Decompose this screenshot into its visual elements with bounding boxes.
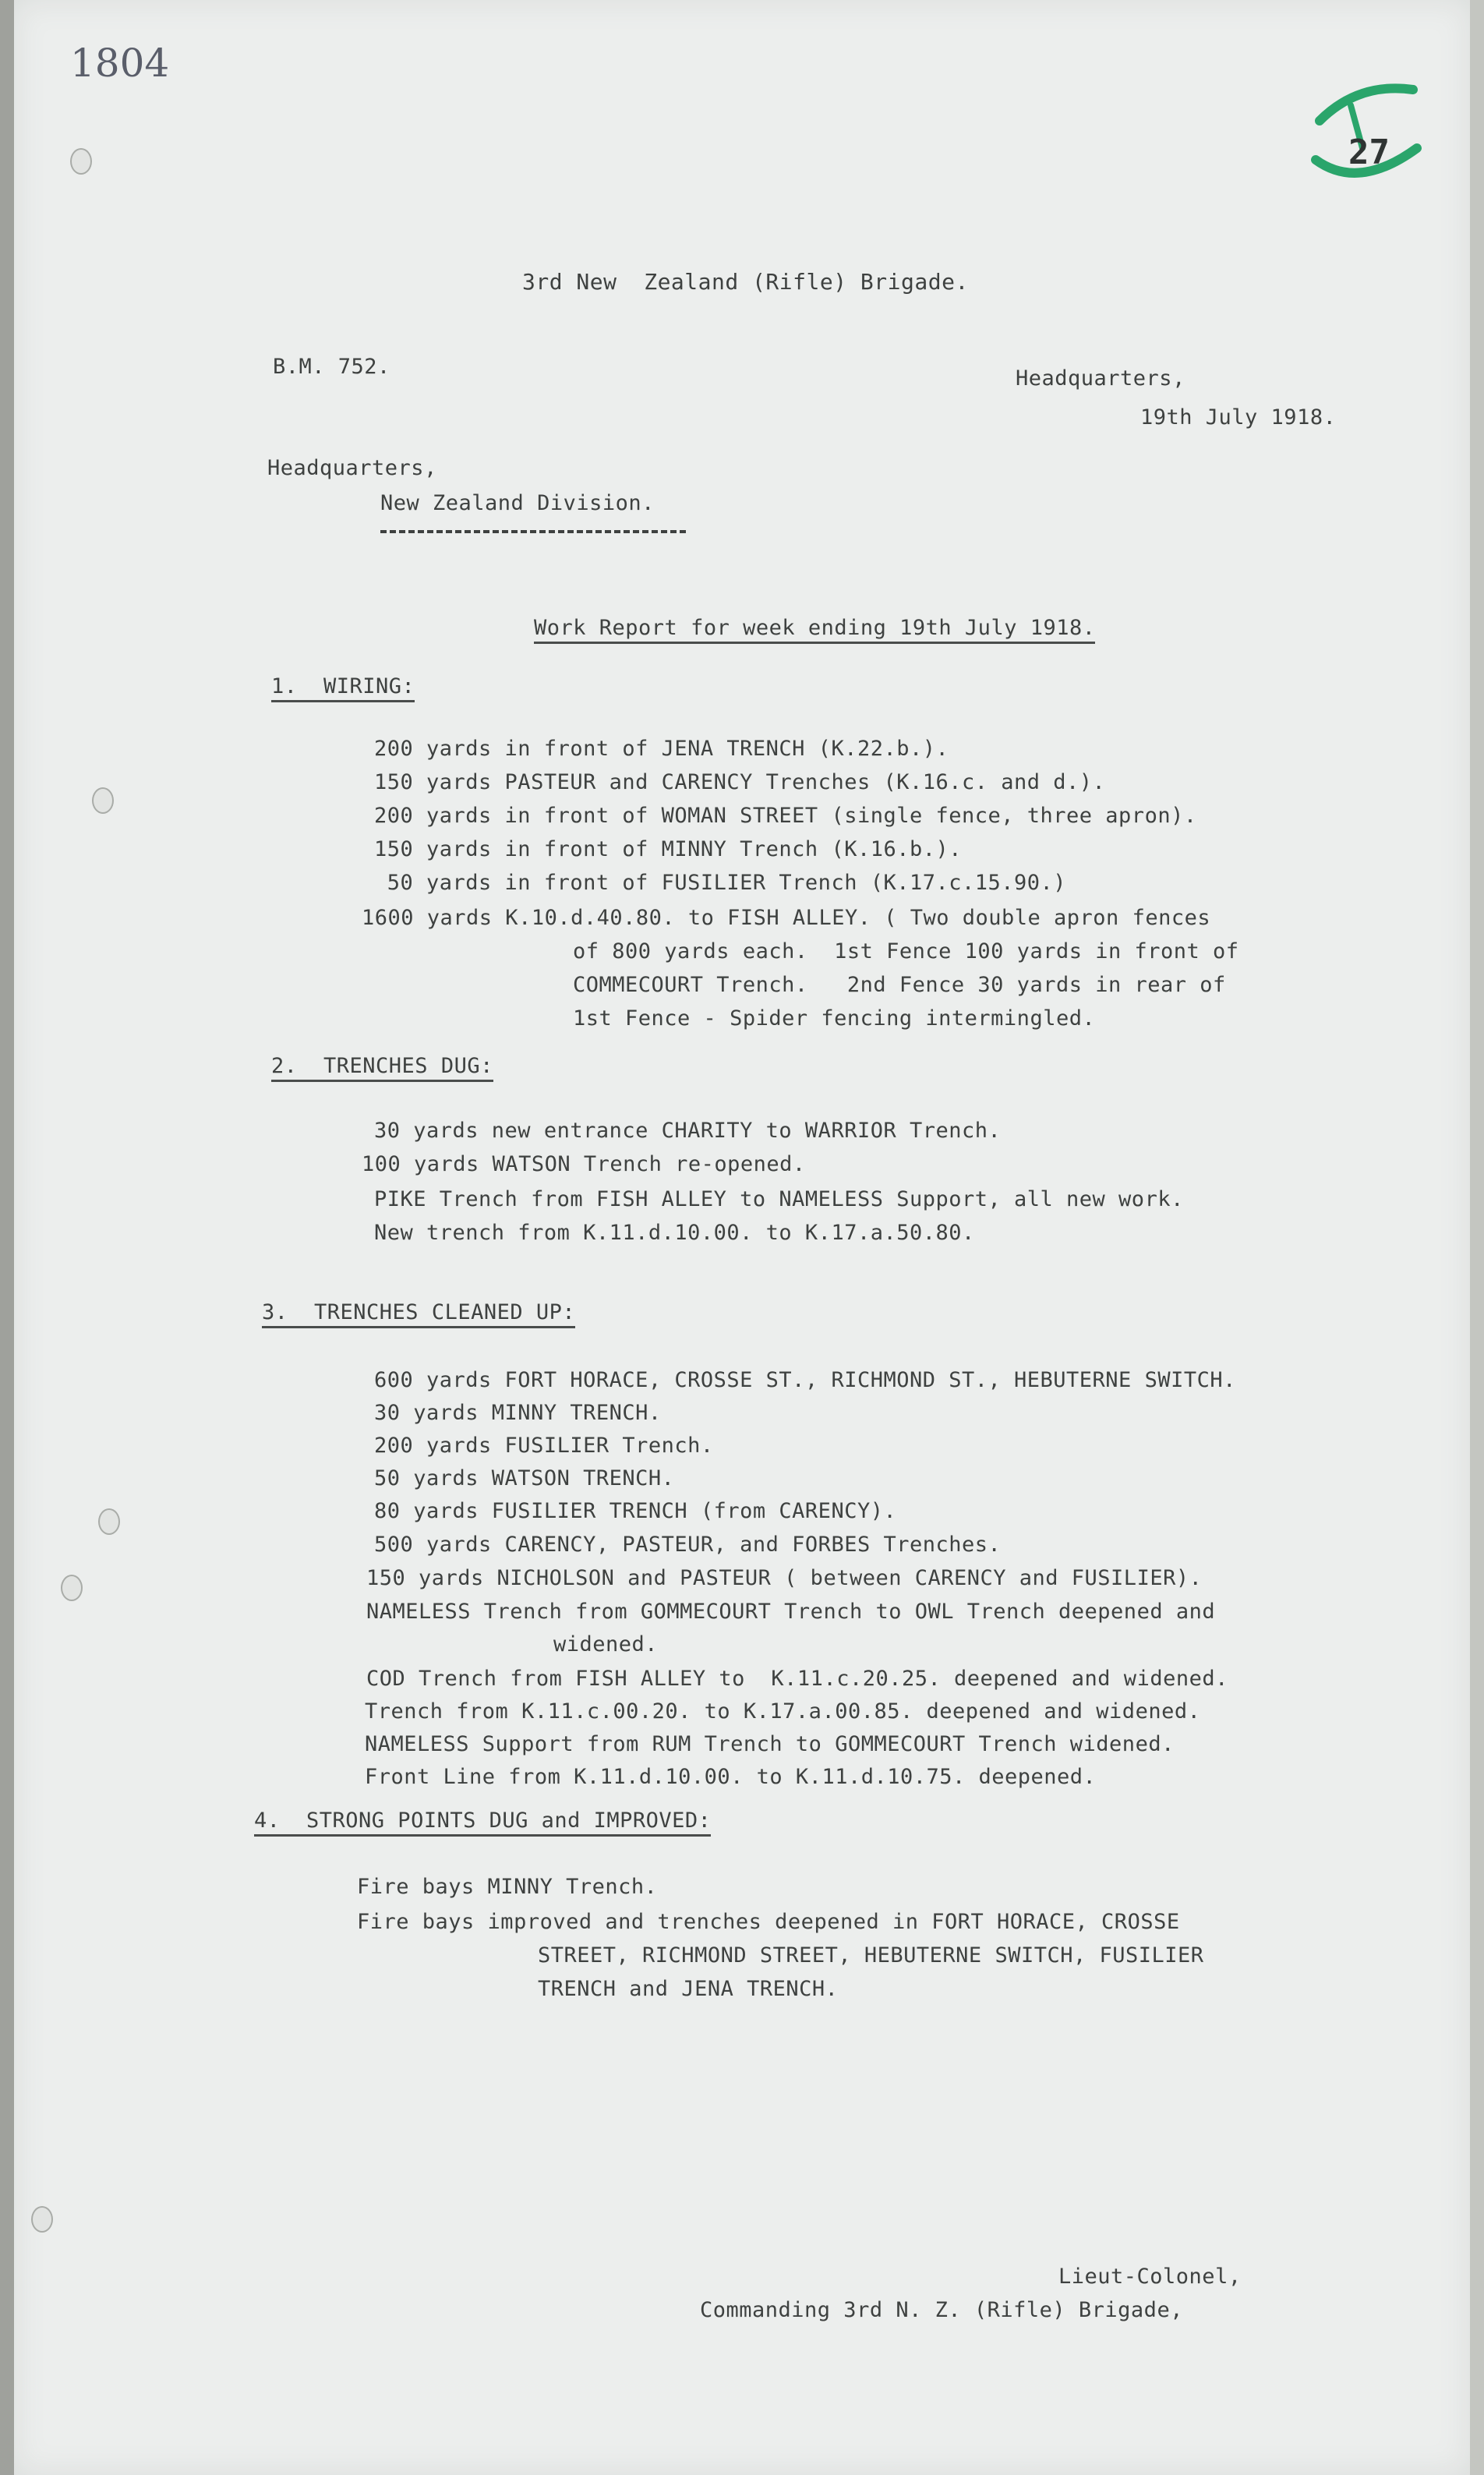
signature-rank: Lieut-Colonel, bbox=[1058, 2265, 1242, 2289]
subject-line: Work Report for week ending 19th July 1918. bbox=[534, 616, 1095, 644]
section-line: 30 yards new entrance CHARITY to WARRIOR Trench. bbox=[374, 1119, 1002, 1143]
section-line: 200 yards in front of WOMAN STREET (single fence, three apron). bbox=[374, 804, 1197, 828]
recipient-line: Headquarters, bbox=[267, 456, 437, 480]
section-line: 50 yards in front of FUSILIER Trench (K.17.c.15.90.) bbox=[374, 871, 1067, 895]
section-line: 150 yards PASTEUR and CARENCY Trenches (K.16.c. and d.). bbox=[374, 770, 1106, 794]
recipient-underline bbox=[380, 530, 686, 533]
punch-hole-mark bbox=[61, 1575, 83, 1601]
punch-hole-mark bbox=[70, 148, 92, 175]
section-line: 1st Fence - Spider fencing intermingled. bbox=[573, 1006, 1096, 1031]
section-line: Fire bays MINNY Trench. bbox=[357, 1875, 658, 1899]
section-line: 50 yards WATSON TRENCH. bbox=[374, 1466, 675, 1490]
section-line: NAMELESS Support from RUM Trench to GOMMECOURT Trench widened. bbox=[365, 1732, 1175, 1756]
section-heading: 1. WIRING: bbox=[271, 674, 415, 698]
section-line: Front Line from K.11.d.10.00. to K.11.d.10.75. deepened. bbox=[365, 1765, 1097, 1789]
section-line: COMMECOURT Trench. 2nd Fence 30 yards in rear of bbox=[573, 973, 1226, 997]
section-line: 150 yards in front of MINNY Trench (K.16.b.). bbox=[374, 837, 962, 861]
page-edge bbox=[1470, 0, 1484, 2475]
section-line: COD Trench from FISH ALLEY to K.11.c.20.25. deepened and widened. bbox=[366, 1667, 1228, 1691]
section-line: 200 yards in front of JENA TRENCH (K.22.b.). bbox=[374, 737, 949, 761]
section-line: widened. bbox=[553, 1632, 659, 1656]
section-line: 80 yards FUSILIER TRENCH (from CARENCY). bbox=[374, 1499, 897, 1523]
section-line: STREET, RICHMOND STREET, HEBUTERNE SWITCH, FUSILIER bbox=[538, 1943, 1204, 1968]
section-line: PIKE Trench from FISH ALLEY to NAMELESS Support, all new work. bbox=[374, 1187, 1184, 1211]
punch-hole-mark bbox=[92, 787, 114, 814]
section-line: 200 yards FUSILIER Trench. bbox=[374, 1434, 714, 1458]
section-line: 30 yards MINNY TRENCH. bbox=[374, 1401, 662, 1425]
binding-edge bbox=[0, 0, 14, 2475]
section-line: Fire bays improved and trenches deepened in FORT HORACE, CROSSE bbox=[357, 1910, 1180, 1934]
punch-hole-mark bbox=[98, 1508, 120, 1535]
document-sheet bbox=[14, 0, 1470, 2475]
folio-number: 27 bbox=[1348, 133, 1390, 172]
section-line: 150 yards NICHOLSON and PASTEUR ( between CARENCY and FUSILIER). bbox=[366, 1566, 1203, 1590]
section-heading: 4. STRONG POINTS DUG and IMPROVED: bbox=[254, 1809, 711, 1833]
archive-number: 1804 bbox=[70, 41, 170, 86]
section-line: 1600 yards K.10.d.40.80. to FISH ALLEY. ( Two double apron fences bbox=[362, 906, 1211, 930]
section-line: NAMELESS Trench from GOMMECOURT Trench to OWL Trench deepened and bbox=[366, 1600, 1216, 1624]
sender-place: Headquarters, bbox=[1016, 366, 1185, 391]
letterhead: 3rd New Zealand (Rifle) Brigade. bbox=[522, 269, 969, 295]
section-heading: 3. TRENCHES CLEANED UP: bbox=[262, 1300, 575, 1324]
section-line: of 800 yards each. 1st Fence 100 yards in front of bbox=[573, 939, 1239, 963]
section-line: 600 yards FORT HORACE, CROSSE ST., RICHMOND ST., HEBUTERNE SWITCH. bbox=[374, 1368, 1236, 1392]
section-line: TRENCH and JENA TRENCH. bbox=[538, 1977, 839, 2001]
letter-date: 19th July 1918. bbox=[1140, 405, 1337, 430]
recipient-line: New Zealand Division. bbox=[380, 491, 655, 515]
reference-number: B.M. 752. bbox=[273, 355, 390, 379]
section-line: 100 yards WATSON Trench re-opened. bbox=[362, 1152, 806, 1176]
section-line: Trench from K.11.c.00.20. to K.17.a.00.85. deepened and widened. bbox=[365, 1699, 1201, 1724]
section-line: New trench from K.11.d.10.00. to K.17.a.50.80. bbox=[374, 1221, 975, 1245]
signature-title: Commanding 3rd N. Z. (Rifle) Brigade, bbox=[700, 2298, 1183, 2322]
punch-hole-mark bbox=[31, 2206, 53, 2233]
section-line: 500 yards CARENCY, PASTEUR, and FORBES Trenches. bbox=[374, 1533, 1002, 1557]
section-heading: 2. TRENCHES DUG: bbox=[271, 1054, 493, 1078]
